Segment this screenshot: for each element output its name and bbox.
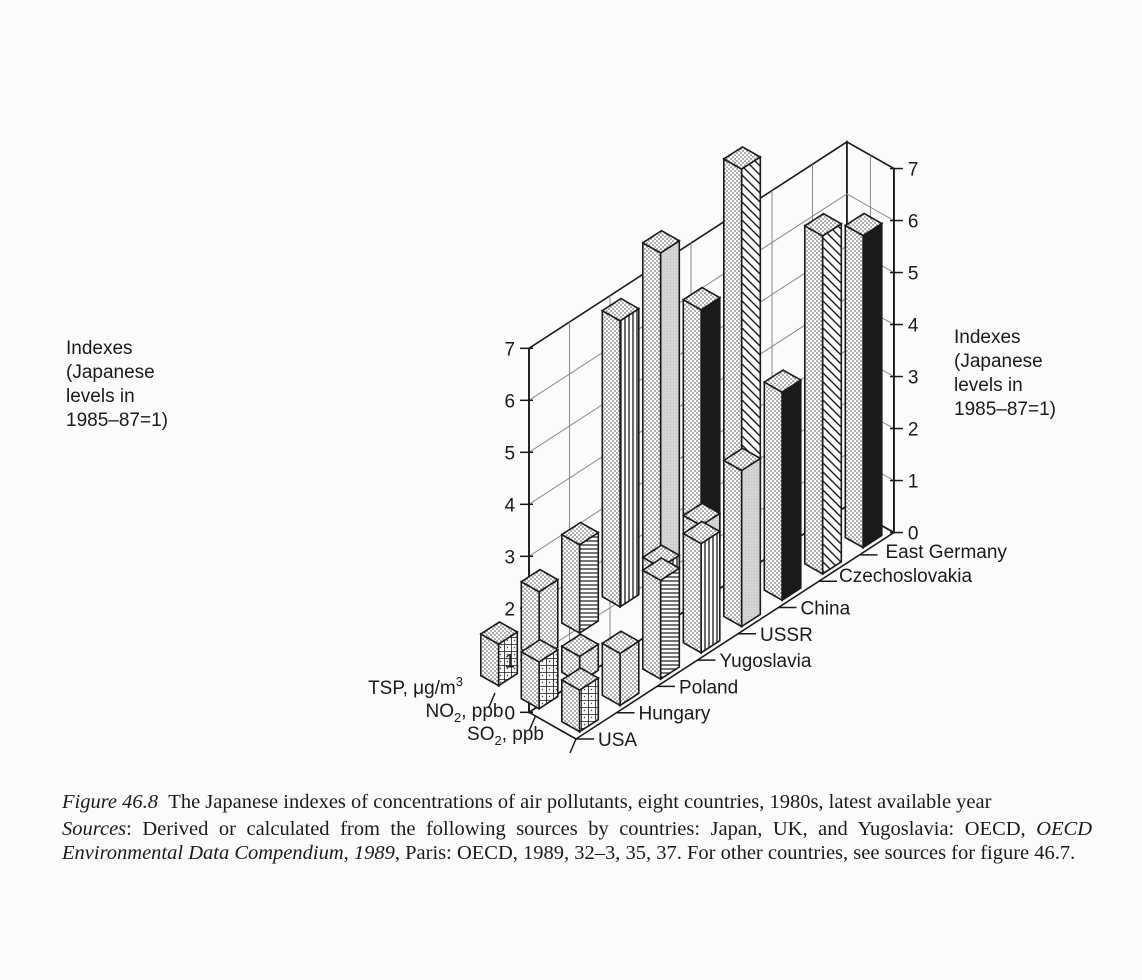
bar-front-face [580, 533, 599, 634]
bar-front-face [661, 241, 680, 581]
bar-so2-ussr [724, 448, 761, 626]
y-tick-label-right: 5 [907, 263, 919, 285]
y-axis-label-left [66, 337, 168, 433]
chart-bars [481, 147, 882, 732]
pollutant-label: TSP, $\mu g/m^3$ [368, 674, 463, 699]
sources-label: Sources [62, 817, 127, 840]
y-axis-label-line: 1985–87=1) [954, 399, 1056, 420]
y-tick-label-left: 4 [504, 495, 516, 517]
country-label: China [800, 598, 851, 620]
bar-tsp-yugoslavia [602, 299, 639, 607]
figure-sources [62, 817, 1092, 866]
bar-no2-usa [521, 640, 558, 709]
bar-so2-usa [562, 668, 599, 732]
country-label: Czechoslovakia [839, 566, 973, 588]
bar-side-face [643, 243, 661, 581]
y-tick-label-right: 1 [907, 471, 919, 493]
y-tick-label-right: 7 [907, 159, 919, 181]
bar-tsp-poland [562, 523, 599, 634]
y-tick-label-left: 7 [504, 339, 516, 361]
y-tick-label-left: 2 [504, 599, 516, 621]
country-label: Poland [679, 677, 739, 699]
bar-so2-yugoslavia [683, 521, 720, 652]
y-axis-label-line: Indexes [66, 338, 133, 359]
sources-text: , Paris: OECD, 1989, 32–3, 35, 37. For other countries, see sources for figure 46.7. [394, 842, 1076, 864]
figure-label: Figure 46.8 [62, 791, 159, 813]
bar-so2-poland [643, 558, 680, 679]
bar-side-face [724, 460, 742, 626]
y-axis-label-line: levels in [66, 386, 135, 407]
bar-so2-china [764, 370, 801, 600]
bar-front-face [620, 309, 639, 607]
y-tick-label-right: 2 [907, 419, 919, 441]
bar-side-face [805, 226, 823, 574]
bar-so2-hungary [602, 631, 639, 705]
bar-side-face [643, 570, 661, 679]
country-label: USSR [760, 624, 813, 646]
country-label: USA [598, 730, 638, 751]
country-label: Yugoslavia [719, 651, 812, 673]
figure-title [62, 790, 1092, 815]
bar-front-face [782, 380, 801, 600]
y-axis-label-line: (Japanese [66, 362, 155, 383]
bar-tsp-ussr [643, 231, 680, 581]
y-axis-label-line: levels in [954, 375, 1023, 396]
y-tick-label-right: 0 [907, 523, 919, 545]
bar-side-face [683, 534, 701, 653]
sources-title: OECD Environmental Data Compendium, 1989 [62, 817, 1092, 864]
sources-text: : Derived or calculated from the following sources by countries: Japan, UK, and Yugoslavia: OECD, [126, 817, 1037, 840]
y-tick-label-right: 4 [907, 315, 919, 337]
bar-front-face [661, 568, 680, 679]
y-tick-label-right: 3 [907, 367, 919, 389]
x-tick [570, 739, 576, 753]
y-tick-label-left: 3 [504, 547, 516, 569]
y-tick-label-left: 1 [504, 651, 516, 673]
y-axis-label-line: (Japanese [954, 351, 1043, 372]
bar-side-face [602, 311, 620, 607]
bar-front-face [701, 532, 720, 653]
bar-front-face [742, 458, 761, 626]
bar-front-face [823, 224, 842, 574]
y-tick-label-left: 0 [504, 703, 516, 725]
y-axis-label-right [954, 326, 1056, 422]
pollutant-label: $NO_2$, ppb [425, 701, 504, 725]
y-tick-label-right: 6 [907, 211, 919, 233]
bar-side-face [562, 535, 580, 634]
y-axis-label-line: Indexes [954, 327, 1021, 348]
bar-so2-east-germany [845, 213, 882, 547]
country-label: East Germany [885, 541, 1007, 563]
bar-side-face [845, 226, 863, 548]
y-tick-label-left: 6 [504, 391, 516, 413]
country-label: Hungary [638, 703, 711, 725]
bar-so2-czechoslovakia [805, 214, 842, 574]
y-axis-label-line: 1985–87=1) [66, 410, 168, 431]
pollutant-label: $SO_2$, ppb [467, 724, 544, 748]
figure-caption [62, 790, 1092, 868]
bar-front-face [863, 224, 882, 548]
bar-side-face [764, 382, 782, 600]
y-tick-label-left: 5 [504, 443, 516, 465]
figure-text: The Japanese indexes of concentrations of air pollutants, eight countries, 1980s, latest available year [168, 791, 992, 813]
